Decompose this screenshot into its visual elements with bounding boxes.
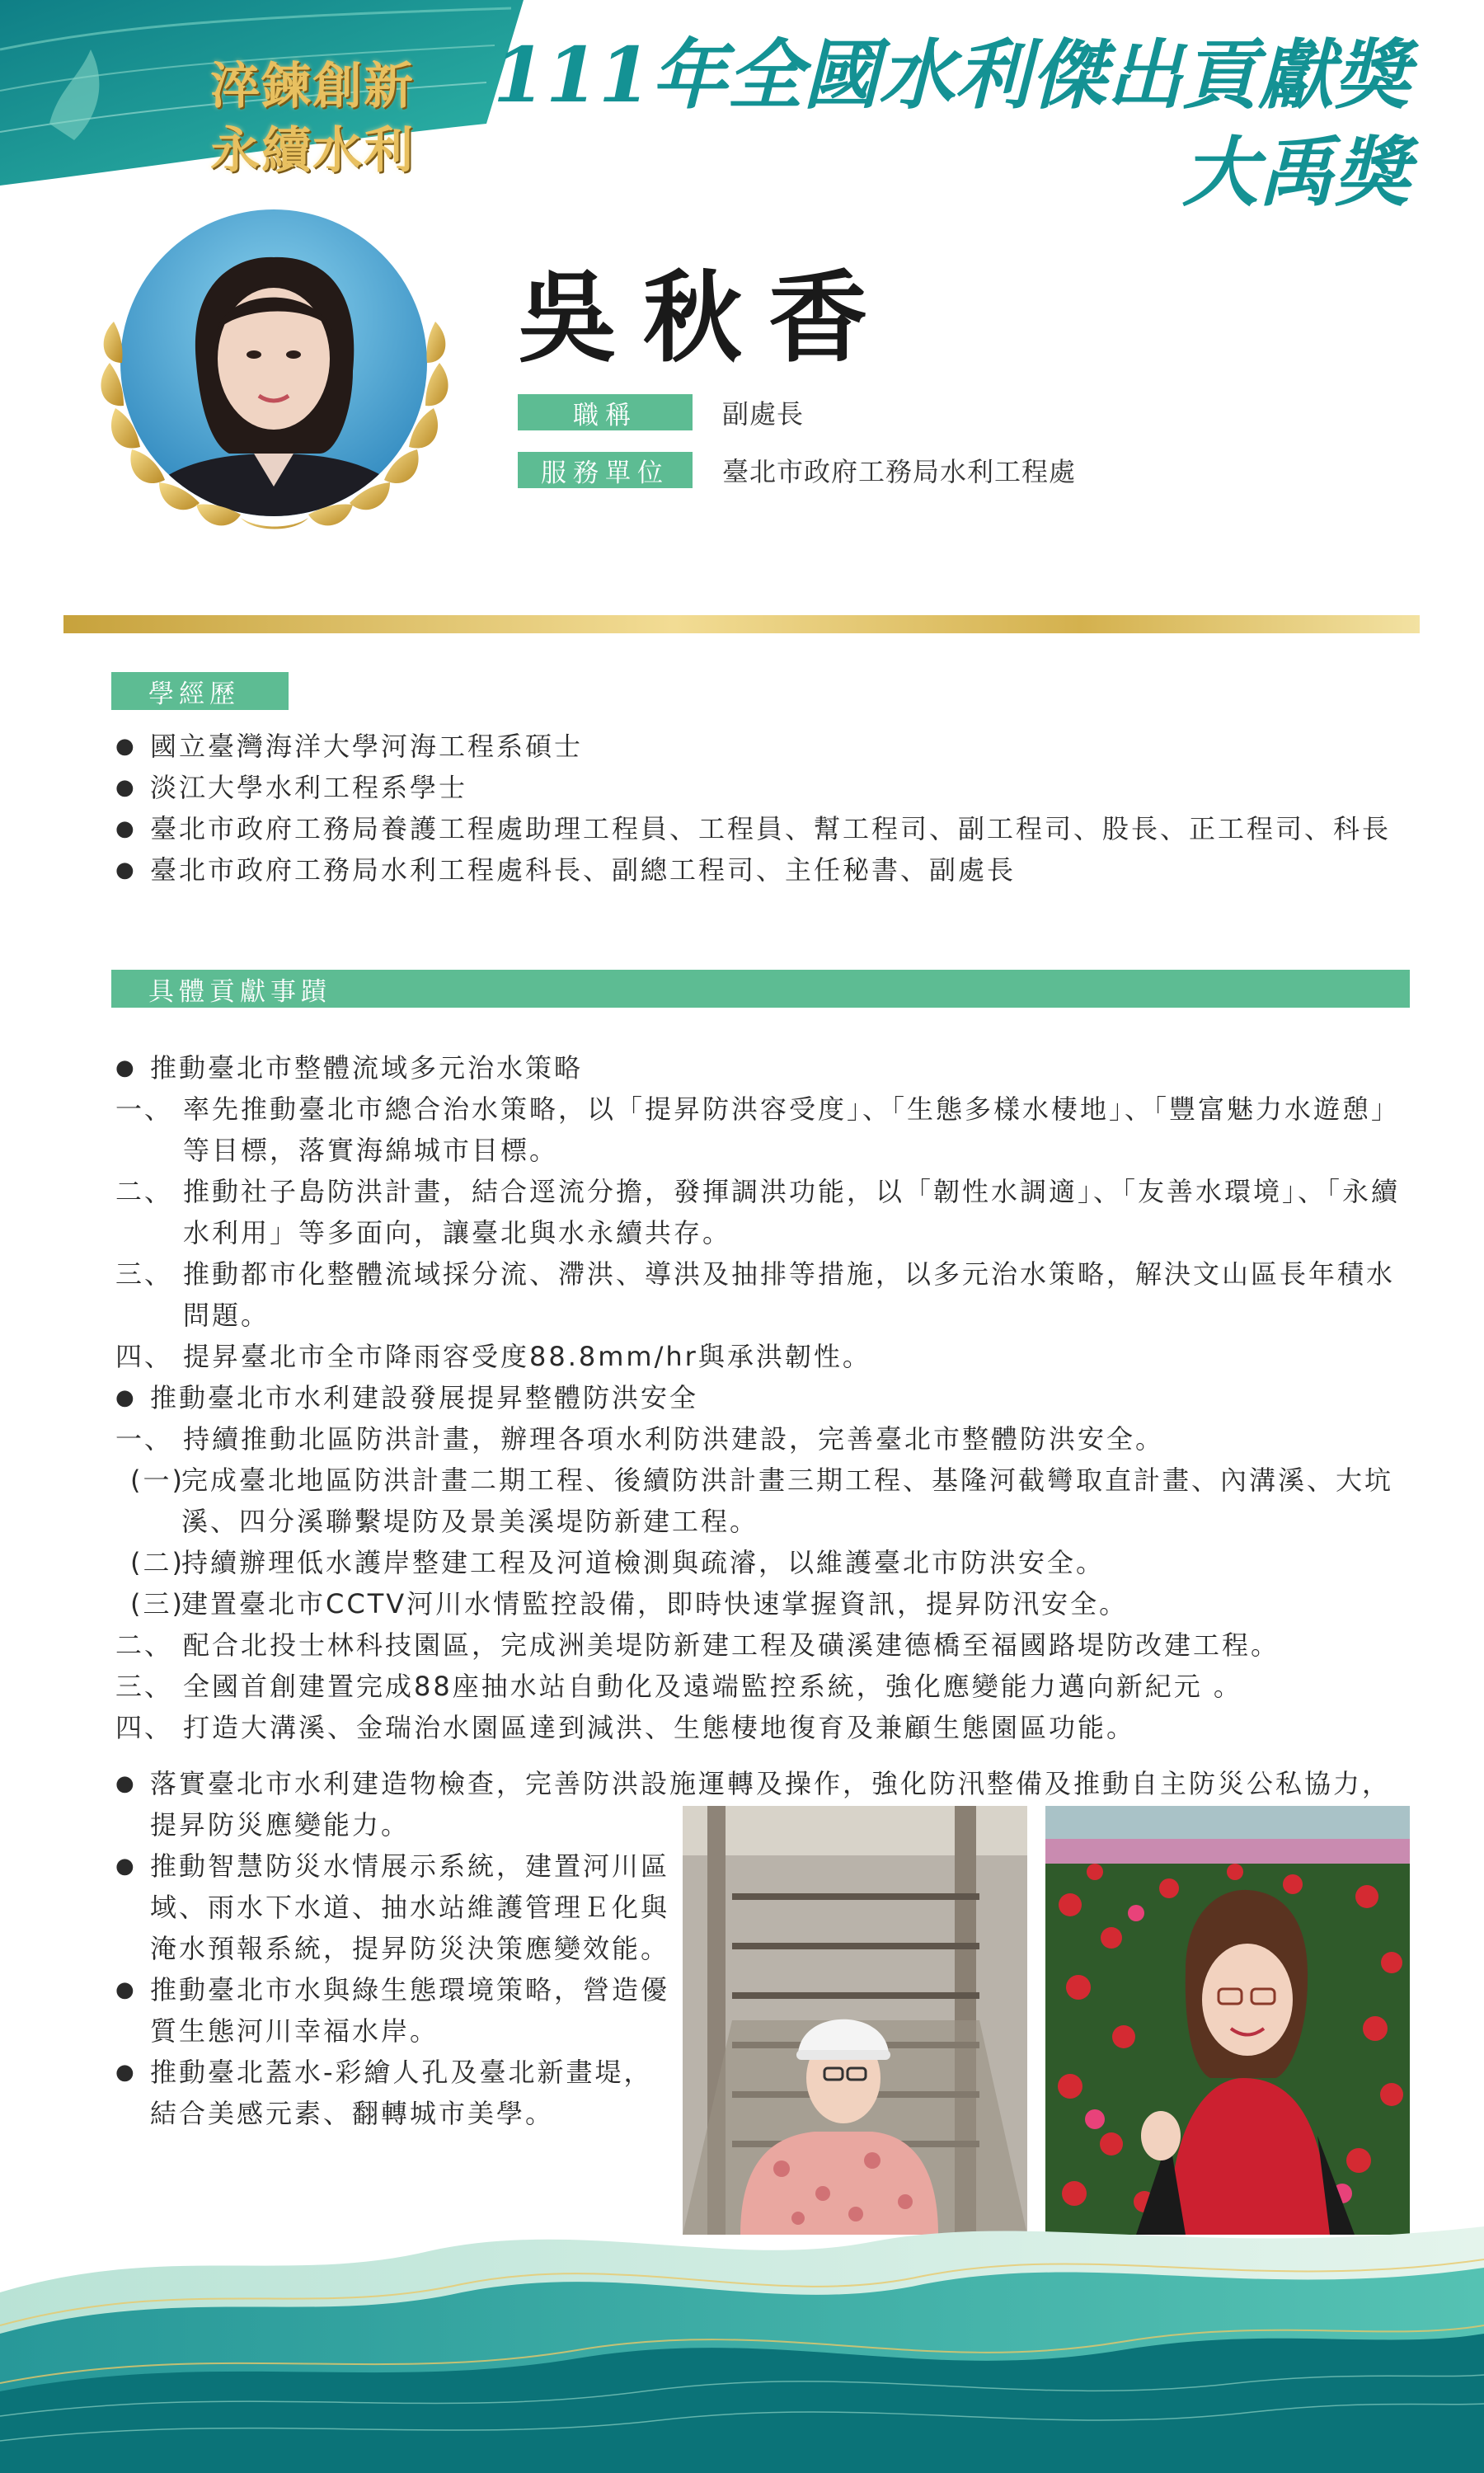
- list-subitem: [115, 1583, 1402, 1624]
- list-item: [115, 1418, 1402, 1460]
- list-item: [115, 1666, 1402, 1707]
- item-text: 提昇臺北市全市降雨容受度88.8mm/hr與承洪韌性。: [183, 1341, 871, 1372]
- item-number: (二): [130, 1547, 185, 1578]
- list-item: ● 淡江大學水利工程系學士: [115, 767, 1435, 808]
- item-text: 推動社子島防洪計畫，結合逕流分擔，發揮調洪功能，以「韌性水調適」、「友善水環境」、「永續水利用」等多面向，讓臺北與水永續共存。: [183, 1176, 1401, 1248]
- item-text: 全國首創建置完成88座抽水站自動化及遠端監控系統，強化應變能力邁向新紀元 。: [183, 1671, 1242, 1702]
- award-title: [493, 26, 1410, 221]
- title-row: [518, 394, 804, 430]
- list-item: [115, 1336, 1402, 1377]
- item-text: 打造大溝溪、金瑞治水園區達到減洪、生態棲地復育及兼顧生態園區功能。: [183, 1712, 1136, 1743]
- item-text: 持續辦理低水護岸整建工程及河道檢測與疏濬，以維護臺北市防洪安全。: [181, 1547, 1106, 1578]
- person-name: 吳秋香: [518, 260, 894, 376]
- list-subitem: [115, 1460, 1402, 1542]
- list-item: [115, 1624, 1402, 1666]
- item-number: 四、: [115, 1712, 174, 1743]
- item-number: 一、: [115, 1423, 174, 1455]
- contributions-list: [115, 1047, 1402, 1748]
- event-logo: [194, 45, 458, 186]
- list-item: [115, 1171, 1402, 1253]
- unit-value: 臺北市政府工務局水利工程處: [722, 456, 1077, 487]
- list-item: ● 推動臺北市水與綠生態環境策略，營造優質生態河川幸福水岸。: [115, 1969, 676, 2052]
- item-text: 持續推動北區防洪計畫，辦理各項水利防洪建設，完善臺北市整體防洪安全。: [183, 1423, 1165, 1455]
- list-item: [115, 1253, 1402, 1336]
- group-title: ● 推動臺北市整體流域多元治水策略: [115, 1047, 1402, 1088]
- education-heading: 學經歷: [111, 672, 289, 710]
- portrait-photo: [64, 206, 485, 552]
- list-subitem: [115, 1542, 1402, 1583]
- item-text: 推動都市化整體流域採分流、滯洪、導洪及抽排等措施，以多元治水策略，解決文山區長年積水問題。: [183, 1258, 1396, 1331]
- item-number: 四、: [115, 1341, 174, 1372]
- narrow-bullet-list: [115, 1845, 676, 2134]
- list-item: [115, 1707, 1402, 1748]
- contributions-heading: 具體貢獻事蹟: [111, 970, 1410, 1008]
- list-item: ● 推動智慧防災水情展示系統，建置河川區域、雨水下水道、抽水站維護管理Ｅ化與淹水預報系統，提昇防災決策應變效能。: [115, 1845, 676, 1969]
- unit-row: [518, 452, 1076, 488]
- list-item: ● 落實臺北市水利建造物檢查，完善防洪設施運轉及操作，強化防汛整備及推動自主防災公私協力，提昇防災應變能力。: [115, 1763, 1402, 1845]
- item-number: 二、: [115, 1629, 174, 1661]
- item-text: 建置臺北市CCTV河川水情監控設備，即時快速掌握資訊，提昇防汛安全。: [181, 1588, 1129, 1620]
- award-title-line2: 大禹獎: [1181, 128, 1410, 217]
- list-item: ● 臺北市政府工務局水利工程處科長、副總工程司、主任秘書、副處長: [115, 849, 1435, 891]
- item-number: (三): [130, 1588, 185, 1620]
- portrait-badge: [64, 206, 485, 552]
- list-item: ● 臺北市政府工務局養護工程處助理工程員、工程員、幫工程司、副工程司、股長、正工程司、科長: [115, 808, 1435, 849]
- title-value: 副處長: [722, 398, 805, 430]
- award-title-line1: 111年全國水利傑出貢獻獎: [492, 31, 1410, 120]
- education-list: [115, 726, 1435, 891]
- item-number: 三、: [115, 1258, 174, 1290]
- group-title: ● 推動臺北市水利建設發展提昇整體防洪安全: [115, 1377, 1402, 1418]
- gold-divider: [63, 615, 1420, 633]
- logo-line2: 永續水利: [210, 122, 415, 180]
- item-text: 配合北投士林科技園區，完成洲美堤防新建工程及磺溪建德橋至福國路堤防改建工程。: [183, 1629, 1280, 1661]
- bottom-wave-decoration: [0, 2193, 1484, 2473]
- photo-flower-field: [1045, 1806, 1410, 2235]
- item-text: 完成臺北地區防洪計畫二期工程、後續防洪計畫三期工程、基隆河截彎取直計畫、內溝溪、大坑溪、四分溪聯繫堤防及景美溪堤防新建工程。: [181, 1465, 1394, 1537]
- unit-label: 服務單位: [518, 452, 693, 488]
- photo-construction-site: [683, 1806, 1027, 2235]
- list-item: ● 國立臺灣海洋大學河海工程系碩士: [115, 726, 1435, 767]
- item-number: 三、: [115, 1671, 174, 1702]
- item-text: 率先推動臺北市總合治水策略，以「提昇防洪容受度」、「生態多樣水棲地」、「豐富魅力水遊憩」等目標，落實海綿城市目標。: [183, 1093, 1401, 1166]
- title-label: 職稱: [518, 394, 693, 430]
- item-number: (一): [130, 1465, 185, 1496]
- list-item: ● 推動臺北蓋水-彩繪人孔及臺北新畫堤，結合美感元素、翻轉城市美學。: [115, 2052, 676, 2134]
- list-item: [115, 1088, 1402, 1171]
- logo-line1: 淬鍊創新: [210, 58, 415, 115]
- item-number: 二、: [115, 1176, 174, 1207]
- item-number: 一、: [115, 1093, 174, 1125]
